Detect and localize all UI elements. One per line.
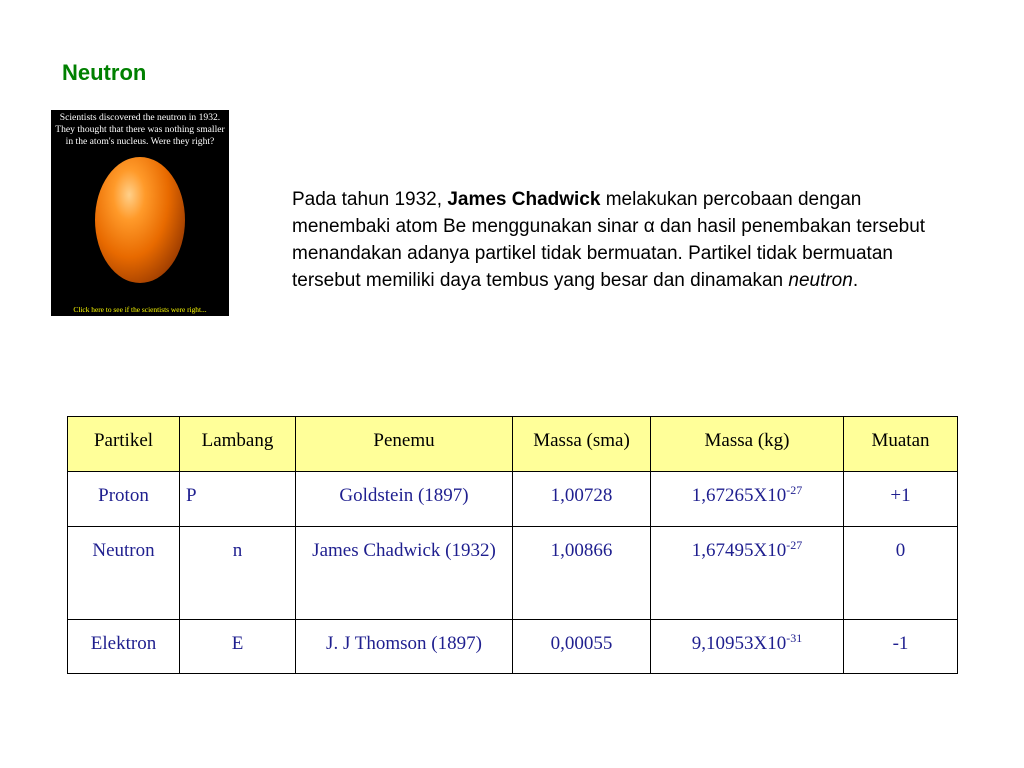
page-title: Neutron — [62, 60, 147, 85]
description-text-2: melakukan percobaan dengan menembaki atom Be menggunakan sinar α dan hasil penembakan tersebut menandakan adanya partikel tidak bermuatan. Partikel tidak bermuatan tersebut memiliki daya tembus yang besar dan dinamakan — [292, 189, 926, 291]
table-row — [68, 472, 958, 527]
cell-massa-sma: 1,00866 — [513, 527, 651, 620]
cell-partikel: Neutron — [68, 527, 180, 620]
cell-massa-kg — [651, 472, 844, 527]
neutron-image[interactable] — [51, 110, 229, 316]
header-penemu: Penemu — [296, 417, 513, 472]
massa-kg-base: 9,10953X10 — [691, 633, 787, 654]
image-link[interactable]: Click here to see if the scientists were right... — [73, 305, 207, 314]
cell-penemu: J. J Thomson (1897) — [296, 620, 513, 674]
description-bold-name: James Chadwick — [447, 189, 601, 210]
massa-kg-exponent: -27 — [786, 483, 803, 497]
massa-kg-base: 1,67495X10 — [691, 540, 787, 561]
cell-muatan: 0 — [844, 527, 958, 620]
image-caption: Scientists discovered the neutron in 1932. They thought that there was nothing smaller in the atom's nucleus. Were they right? — [55, 112, 225, 147]
table-row — [68, 527, 958, 620]
cell-muatan: -1 — [844, 620, 958, 674]
header-partikel: Partikel — [68, 417, 180, 472]
table-row — [68, 620, 958, 674]
cell-lambang: E — [180, 620, 296, 674]
description-text-3: . — [852, 270, 859, 291]
cell-penemu: Goldstein (1897) — [296, 472, 513, 527]
massa-kg-base: 1,67265X10 — [691, 485, 787, 506]
cell-partikel: Proton — [68, 472, 180, 527]
header-massa-kg: Massa (kg) — [651, 417, 844, 472]
neutron-sphere — [95, 157, 185, 283]
description-paragraph — [292, 186, 932, 294]
cell-massa-sma: 0,00055 — [513, 620, 651, 674]
particle-table — [67, 416, 958, 674]
description-text-1: Pada tahun 1932, — [292, 189, 448, 210]
cell-massa-kg — [651, 620, 844, 674]
massa-kg-exponent: -31 — [786, 631, 803, 645]
cell-penemu: James Chadwick (1932) — [296, 527, 513, 620]
header-lambang: Lambang — [180, 417, 296, 472]
cell-lambang: n — [180, 527, 296, 620]
cell-partikel: Elektron — [68, 620, 180, 674]
cell-lambang: P — [180, 472, 296, 527]
header-muatan: Muatan — [844, 417, 958, 472]
cell-massa-sma: 1,00728 — [513, 472, 651, 527]
table-header-row — [68, 417, 958, 472]
description-italic-term: neutron — [788, 270, 853, 291]
cell-muatan: +1 — [844, 472, 958, 527]
header-massa-sma: Massa (sma) — [513, 417, 651, 472]
massa-kg-exponent: -27 — [786, 538, 803, 552]
cell-massa-kg — [651, 527, 844, 620]
